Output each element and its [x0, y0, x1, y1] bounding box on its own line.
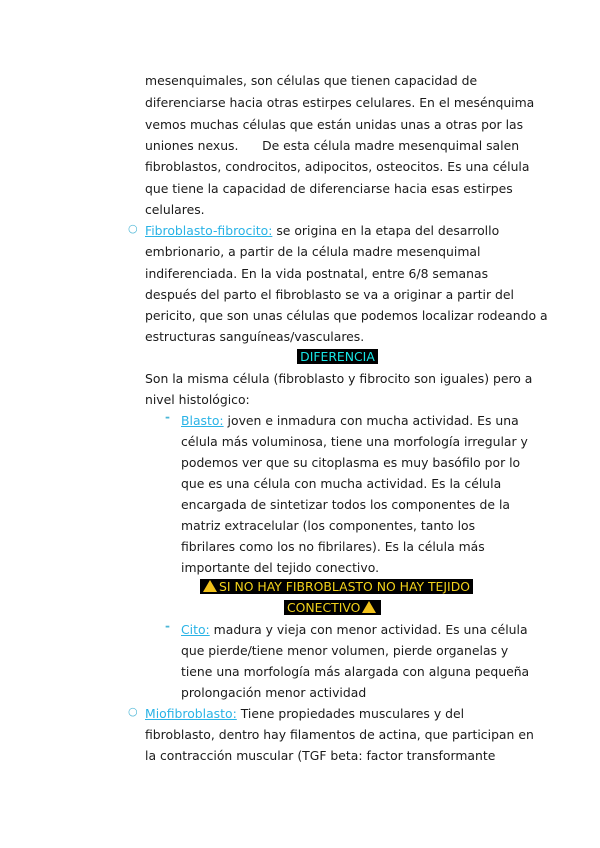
sub-line: matriz extracelular (los componentes, tanto los	[181, 518, 476, 533]
circle-bullet-icon: ○	[128, 222, 138, 235]
item-line: fibroblasto, dentro hay filamentos de actina, que participan en	[145, 727, 534, 742]
sub-line: podemos ver que su citoplasma es muy basófilo por lo	[181, 455, 521, 470]
dash-bullet-icon: -	[165, 619, 170, 633]
intro-line: que tiene la capacidad de diferenciarse hacia esas estirpes	[145, 181, 513, 196]
intro-line: uniones nexus. De esta célula madre mesenquimal salen	[145, 138, 520, 153]
sub-text: madura y vieja con menor actividad. Es una célula	[209, 622, 528, 637]
sub-line: que pierde/tiene menor volumen, pierde organelas y	[181, 643, 509, 658]
item-line: pericito, que son unas células que podemos localizar rodeando a	[145, 308, 548, 323]
sub-cito	[181, 619, 528, 640]
warning-line-2: CONECTIVO	[284, 597, 381, 618]
warning-line-1: SI NO HAY FIBROBLASTO NO HAY TEJIDO	[200, 576, 473, 597]
intro-line: fibroblastos, condrocitos, adipocitos, osteocitos. Es una célula	[145, 159, 530, 174]
intro-line: celulares.	[145, 202, 205, 217]
term-fibroblasto-link[interactable]: Fibroblasto-fibrocito:	[145, 223, 273, 238]
intro-line: diferenciarse hacia otras estirpes celulares. En el mesénquima	[145, 95, 535, 110]
sub-line: encargada de sintetizar todos los componentes de la	[181, 497, 510, 512]
sub-blasto	[181, 410, 519, 431]
intro-line: vemos muchas células que están unidas unas a otras por las	[145, 117, 524, 132]
sub-line: tiene una morfología más alargada con alguna pequeña	[181, 664, 530, 679]
sub-line: célula más voluminosa, tiene una morfología irregular y	[181, 434, 528, 449]
item-fibroblasto	[145, 220, 499, 241]
sub-line: que es una célula con mucha actividad. Es la célula	[181, 476, 502, 491]
item-miofibroblasto	[145, 703, 464, 724]
warning-icon	[362, 601, 376, 613]
item-line: indiferenciada. En la vida postnatal, entre 6/8 semanas	[145, 266, 489, 281]
item-line: la contracción muscular (TGF beta: factor transformante	[145, 748, 496, 763]
circle-bullet-icon: ○	[128, 705, 138, 718]
sub-line: prolongación menor actividad	[181, 685, 367, 700]
term-blasto-link[interactable]: Blasto:	[181, 413, 224, 428]
item-line: después del parto el fibroblasto se va a originar a partir del	[145, 287, 514, 302]
item-text: Tiene propiedades musculares y del	[236, 706, 465, 721]
item-line: embrionario, a partir de la célula madre mesenquimal	[145, 244, 481, 259]
dash-bullet-icon: -	[165, 410, 170, 424]
intro-line: mesenquimales, son células que tienen capacidad de	[145, 73, 478, 88]
sub-line: fibrilares como los no fibrilares). Es la célula más	[181, 539, 485, 554]
item-text: se origina en la etapa del desarrollo	[272, 223, 500, 238]
sub-text: joven e inmadura con mucha actividad. Es una	[223, 413, 519, 428]
term-cito-link[interactable]: Cito:	[181, 622, 210, 637]
term-miofibroblasto-link[interactable]: Miofibroblasto:	[145, 706, 237, 721]
diff-line: Son la misma célula (fibroblasto y fibrocito son iguales) pero a	[145, 371, 533, 386]
sub-line: importante del tejido conectivo.	[181, 560, 380, 575]
diferencia-heading: DIFERENCIA	[145, 346, 530, 367]
item-line: estructuras sanguíneas/vasculares.	[145, 329, 365, 344]
warning-icon	[203, 580, 217, 592]
diff-line: nivel histológico:	[145, 392, 250, 407]
